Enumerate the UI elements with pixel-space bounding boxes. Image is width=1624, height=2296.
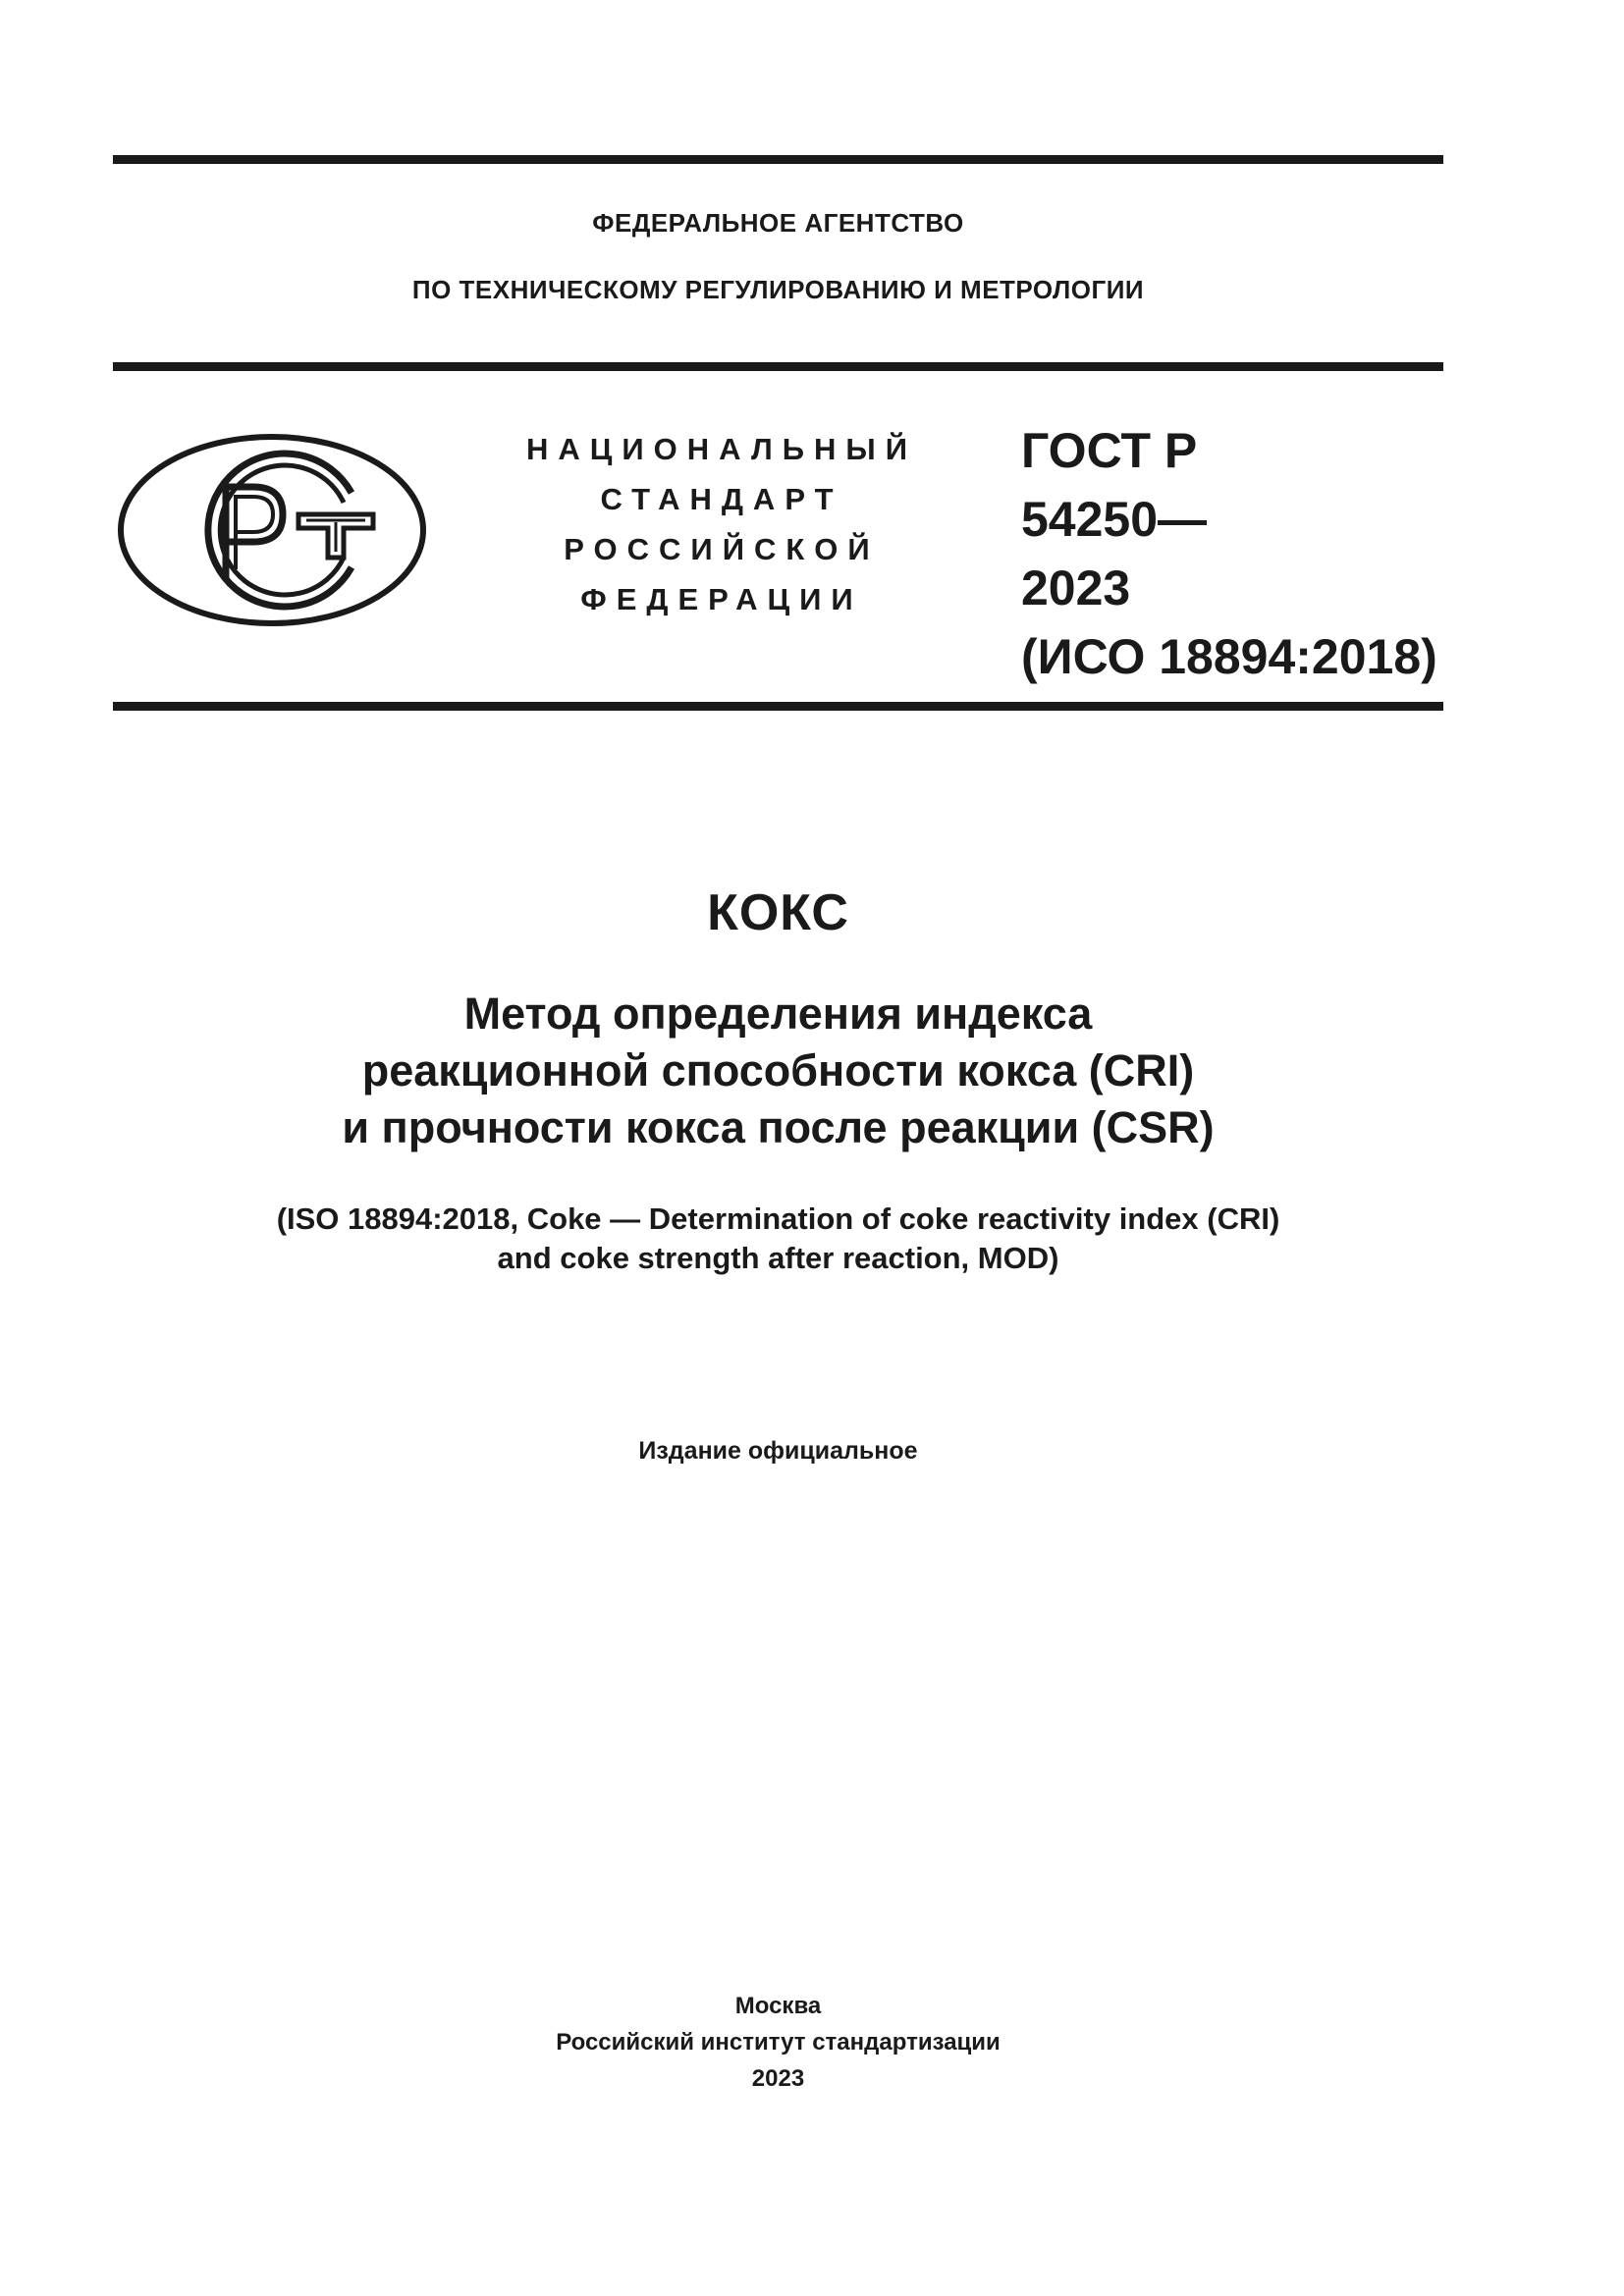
publisher-city: Москва [734, 1993, 822, 2019]
document-title: КОКС [707, 884, 849, 941]
subtitle-line-1: Метод определения индекса [463, 988, 1093, 1039]
header-divider-rule [113, 362, 1443, 371]
designation-line-3: 2023 [1021, 561, 1131, 615]
iso-reference-line-2: and coke strength after reaction, MOD) [497, 1241, 1059, 1275]
designation-block [1021, 416, 1453, 691]
agency-line-1: ФЕДЕРАЛЬНОЕ АГЕНТСТВО [592, 208, 964, 238]
designation-bottom-rule [113, 702, 1443, 711]
standard-type-line-4: ФЕДЕРАЦИИ [580, 582, 863, 616]
standard-type-line-3: РОССИЙСКОЙ [564, 532, 880, 566]
agency-line-2: ПО ТЕХНИЧЕСКОМУ РЕГУЛИРОВАНИЮ И МЕТРОЛОГИИ [411, 275, 1145, 304]
subtitle-line-2: реакционной способности кокса (CRI) [361, 1045, 1195, 1095]
edition-label: Издание официальное [638, 1437, 918, 1465]
standard-type-line-1: НАЦИОНАЛЬНЫЙ [525, 432, 918, 466]
publisher-name: Российский институт стандартизации [556, 2029, 1001, 2056]
top-rule [113, 155, 1443, 164]
iso-reference [113, 1200, 1443, 1278]
iso-reference-line-1: (ISO 18894:2018, Coke — Determination of coke reactivity index (CRI) [276, 1201, 1280, 1236]
designation-line-4: (ИСО 18894:2018) [1021, 629, 1437, 684]
subtitle-line-3: и прочности кокса после реакции (CSR) [342, 1102, 1215, 1152]
designation-line-1: ГОСТ Р [1021, 423, 1198, 478]
standard-type-line-2: СТАНДАРТ [600, 482, 843, 516]
publisher-block [113, 1988, 1443, 2097]
designation-line-2: 54250— [1021, 492, 1208, 547]
publisher-year: 2023 [751, 2065, 805, 2092]
rst-certification-mark-icon [116, 432, 428, 628]
standard-type-block [511, 424, 933, 624]
document-subtitle [113, 986, 1443, 1156]
